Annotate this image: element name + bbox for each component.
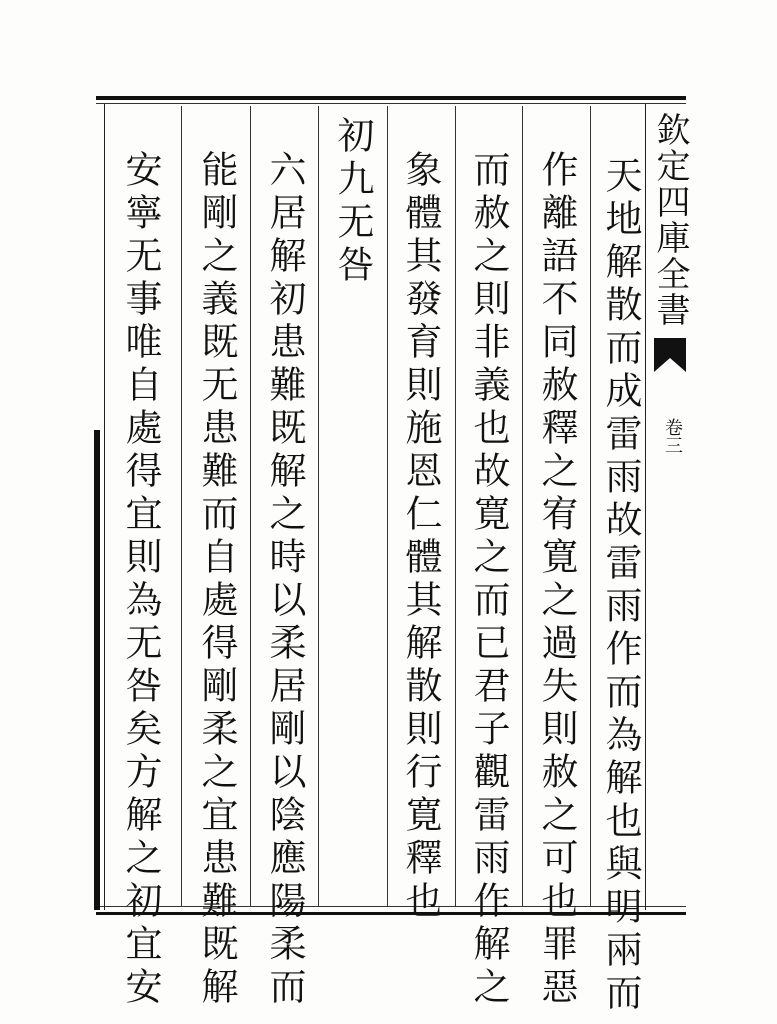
frame-left-border: [94, 430, 100, 910]
text-column-3: 而赦之則非義也故寛之而已君子觀雷雨作解之: [467, 150, 510, 1010]
column-rule: [455, 106, 456, 906]
text-column-8: 安寧无事唯自處得宜則為无咎矣方解之初宜安: [119, 150, 162, 1010]
text-column-4: 象體其發育則施恩仁體其解散則行寛釋也: [399, 150, 442, 924]
text-column-1: 天地解散而成雷雨故雷雨作而為解也與明兩而: [599, 156, 642, 1016]
text-column-5: 初九无咎: [331, 116, 374, 288]
column-rule: [522, 106, 523, 906]
column-rule: [250, 106, 251, 906]
column-rule: [590, 106, 591, 906]
text-column-2: 作離語不同赦釋之宥寛之過失則赦之可也罪惡: [535, 150, 578, 1010]
column-rule: [387, 106, 388, 906]
frame-top-inner-border: [96, 103, 686, 104]
margin-title: 欽定四庫全書: [650, 112, 690, 328]
column-rule: [318, 106, 319, 906]
frame-right-border: [645, 104, 646, 910]
text-column-7: 能剛之義既无患難而自處得剛柔之宜患難既解: [195, 150, 238, 1010]
fishtail-mark-icon: [652, 338, 688, 372]
frame-top-border: [96, 96, 686, 100]
text-column-6: 六居解初患難既解之時以柔居剛以陰應陽柔而: [263, 150, 306, 1010]
frame-left-inner-border: [104, 104, 105, 910]
margin-juan-label: 卷三: [662, 418, 683, 454]
column-rule: [181, 106, 182, 906]
